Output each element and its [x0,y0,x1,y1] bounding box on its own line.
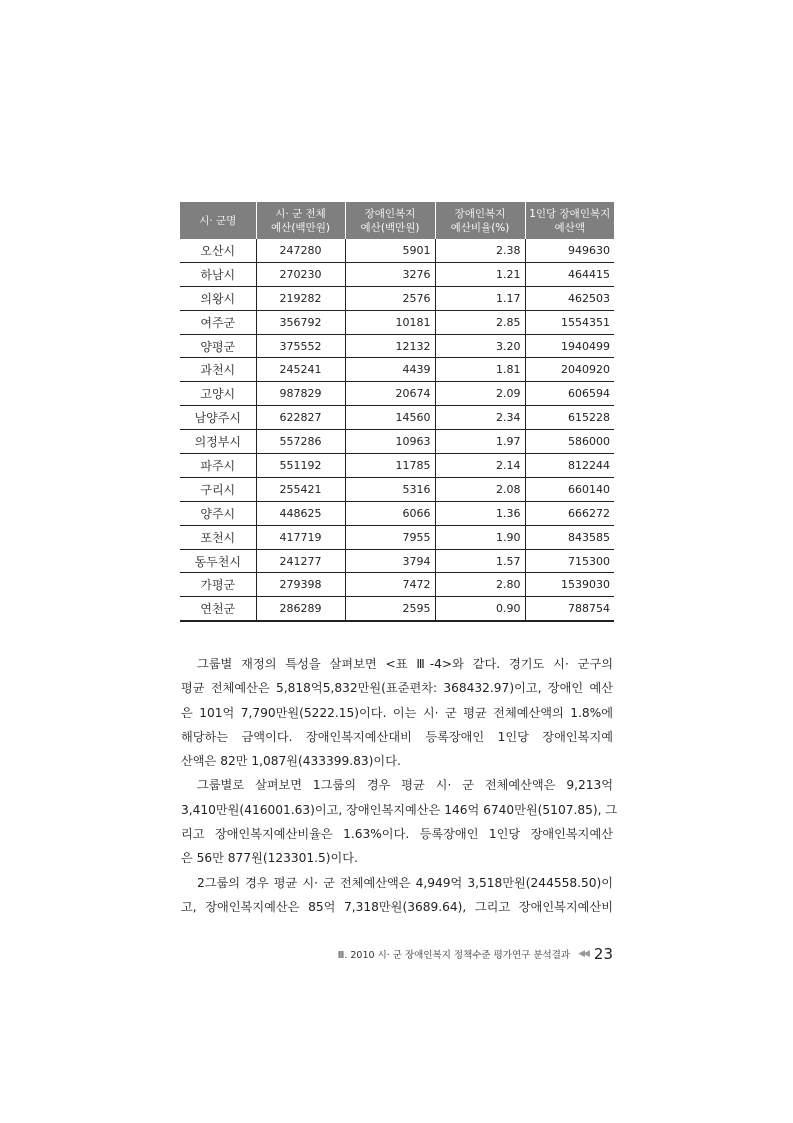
table-row [180,262,614,286]
column-header-line: 장애인복지 [364,207,416,220]
column-header-line: 시· 군 전체 [275,207,326,220]
table-row [180,334,614,358]
value-cell: 356792 [256,310,345,334]
value-cell: 12132 [345,334,435,358]
city-name-cell: 파주시 [180,454,256,478]
table-row [180,430,614,454]
value-cell: 10963 [345,430,435,454]
value-cell: 557286 [256,430,345,454]
text-line: 해당하는 금액이다. 장애인복지예산대비 등록장애인 1인당 장애인복지예 [181,729,613,744]
city-name-cell: 여주군 [180,310,256,334]
value-cell: 14560 [345,406,435,430]
table-row [180,525,614,549]
value-cell: 3794 [345,549,435,573]
value-cell: 10181 [345,310,435,334]
value-cell: 788754 [525,597,614,621]
column-header-line: 예산액 [554,221,585,234]
value-cell: 2.08 [435,477,525,501]
table-row [180,597,614,621]
table-row [180,382,614,406]
column-header [525,202,614,239]
value-cell: 2.85 [435,310,525,334]
text-line: 은 101억 7,790만원(5222.15)이다. 이는 시· 군 평균 전체예산액의 1.8%에 [181,705,613,720]
value-cell: 245241 [256,358,345,382]
value-cell: 660140 [525,477,614,501]
value-cell: 3.20 [435,334,525,358]
column-header [256,202,345,239]
double-left-arrow-icon: ◀◀ [578,949,588,959]
value-cell: 2.38 [435,239,525,262]
value-cell: 375552 [256,334,345,358]
value-cell: 464415 [525,262,614,286]
city-name-cell: 의왕시 [180,286,256,310]
value-cell: 4439 [345,358,435,382]
table-row [180,477,614,501]
value-cell: 247280 [256,239,345,262]
table-row [180,358,614,382]
value-cell: 812244 [525,454,614,478]
value-cell: 279398 [256,573,345,597]
value-cell: 255421 [256,477,345,501]
value-cell: 1.17 [435,286,525,310]
value-cell: 5316 [345,477,435,501]
column-header [180,202,256,239]
footer-section-title: Ⅲ. 2010 시· 군 장애인복지 정책수준 평가연구 분석결과 [337,950,571,961]
value-cell: 270230 [256,262,345,286]
text-line: 고, 장애인복지예산은 85억 7,318만원(3689.64), 그리고 장애인복지예산비 [181,899,613,914]
text-line: 리고 장애인복지예산비율은 1.63%이다. 등록장애인 1인당 장애인복지예산 [181,827,613,842]
column-header-line: 예산비율(%) [450,221,510,234]
city-name-cell: 가평군 [180,573,256,597]
value-cell: 843585 [525,525,614,549]
table-row [180,501,614,525]
table-header [180,202,614,239]
value-cell: 622827 [256,406,345,430]
table-row [180,573,614,597]
value-cell: 2595 [345,597,435,621]
text-line: 은 56만 877원(123301.5)이다. [181,851,358,866]
value-cell: 219282 [256,286,345,310]
value-cell: 586000 [525,430,614,454]
value-cell: 615228 [525,406,614,430]
city-name-cell: 포천시 [180,525,256,549]
column-header-line: 시· 군명 [199,214,237,227]
text-line: 그룹별 재정의 특성을 살펴보면 <표 Ⅲ-4>와 같다. 경기도 시· 군구의 [197,657,613,671]
value-cell: 1.81 [435,358,525,382]
value-cell: 715300 [525,549,614,573]
value-cell: 949630 [525,239,614,262]
city-name-cell: 동두천시 [180,549,256,573]
value-cell: 1.36 [435,501,525,525]
paragraph-3 [181,871,613,920]
value-cell: 2576 [345,286,435,310]
value-cell: 5901 [345,239,435,262]
city-name-cell: 양평군 [180,334,256,358]
page-footer [330,943,613,965]
value-cell: 462503 [525,286,614,310]
value-cell: 1554351 [525,310,614,334]
column-header-line: 예산(백만원) [360,221,420,234]
text-line: 3,410만원(416001.63)이고, 장애인복지예산은 146억 6740만원(5107.85), 그 [181,802,618,817]
value-cell: 6066 [345,501,435,525]
text-line: 평균 전체예산은 5,818억5,832만원(표준편차: 368432.97)이고, 장애인 예산 [181,681,613,696]
paragraph-1 [181,652,613,773]
text-line: 그룹별로 살펴보면 1그룹의 경우 평균 시· 군 전체예산액은 9,213억 [197,778,613,793]
table-body [180,239,614,621]
table-row [180,286,614,310]
body-text [181,652,618,919]
paragraph-2 [181,773,618,870]
city-name-cell: 고양시 [180,382,256,406]
value-cell: 7955 [345,525,435,549]
table-row [180,239,614,262]
table-row [180,549,614,573]
value-cell: 417719 [256,525,345,549]
page-number: 23 [593,945,613,963]
column-header-line: 1인당 장애인복지 [529,207,611,220]
value-cell: 2040920 [525,358,614,382]
table-row [180,406,614,430]
value-cell: 987829 [256,382,345,406]
value-cell: 666272 [525,501,614,525]
value-cell: 1.97 [435,430,525,454]
value-cell: 1.57 [435,549,525,573]
city-name-cell: 과천시 [180,358,256,382]
city-name-cell: 양주시 [180,501,256,525]
value-cell: 0.90 [435,597,525,621]
value-cell: 1.90 [435,525,525,549]
value-cell: 2.14 [435,454,525,478]
table-row [180,454,614,478]
value-cell: 20674 [345,382,435,406]
city-name-cell: 의정부시 [180,430,256,454]
column-header [435,202,525,239]
value-cell: 286289 [256,597,345,621]
text-line: 산액은 82만 1,087원(433399.83)이다. [181,754,401,769]
value-cell: 2.09 [435,382,525,406]
value-cell: 1940499 [525,334,614,358]
city-name-cell: 연천군 [180,597,256,621]
value-cell: 2.34 [435,406,525,430]
value-cell: 241277 [256,549,345,573]
column-header [345,202,435,239]
column-header-line: 예산(백만원) [271,221,330,234]
city-name-cell: 남양주시 [180,406,256,430]
text-line: 2그룹의 경우 평균 시· 군 전체예산액은 4,949억 3,518만원(244558.50)이 [197,875,613,890]
city-name-cell: 구리시 [180,477,256,501]
value-cell: 7472 [345,573,435,597]
column-header-line: 장애인복지 [454,207,506,220]
value-cell: 3276 [345,262,435,286]
budget-table [180,202,614,622]
value-cell: 1539030 [525,573,614,597]
city-name-cell: 하남시 [180,262,256,286]
value-cell: 448625 [256,501,345,525]
value-cell: 2.80 [435,573,525,597]
value-cell: 11785 [345,454,435,478]
value-cell: 606594 [525,382,614,406]
budget-table-container [180,202,614,622]
city-name-cell: 오산시 [180,239,256,262]
value-cell: 1.21 [435,262,525,286]
table-row [180,310,614,334]
value-cell: 551192 [256,454,345,478]
